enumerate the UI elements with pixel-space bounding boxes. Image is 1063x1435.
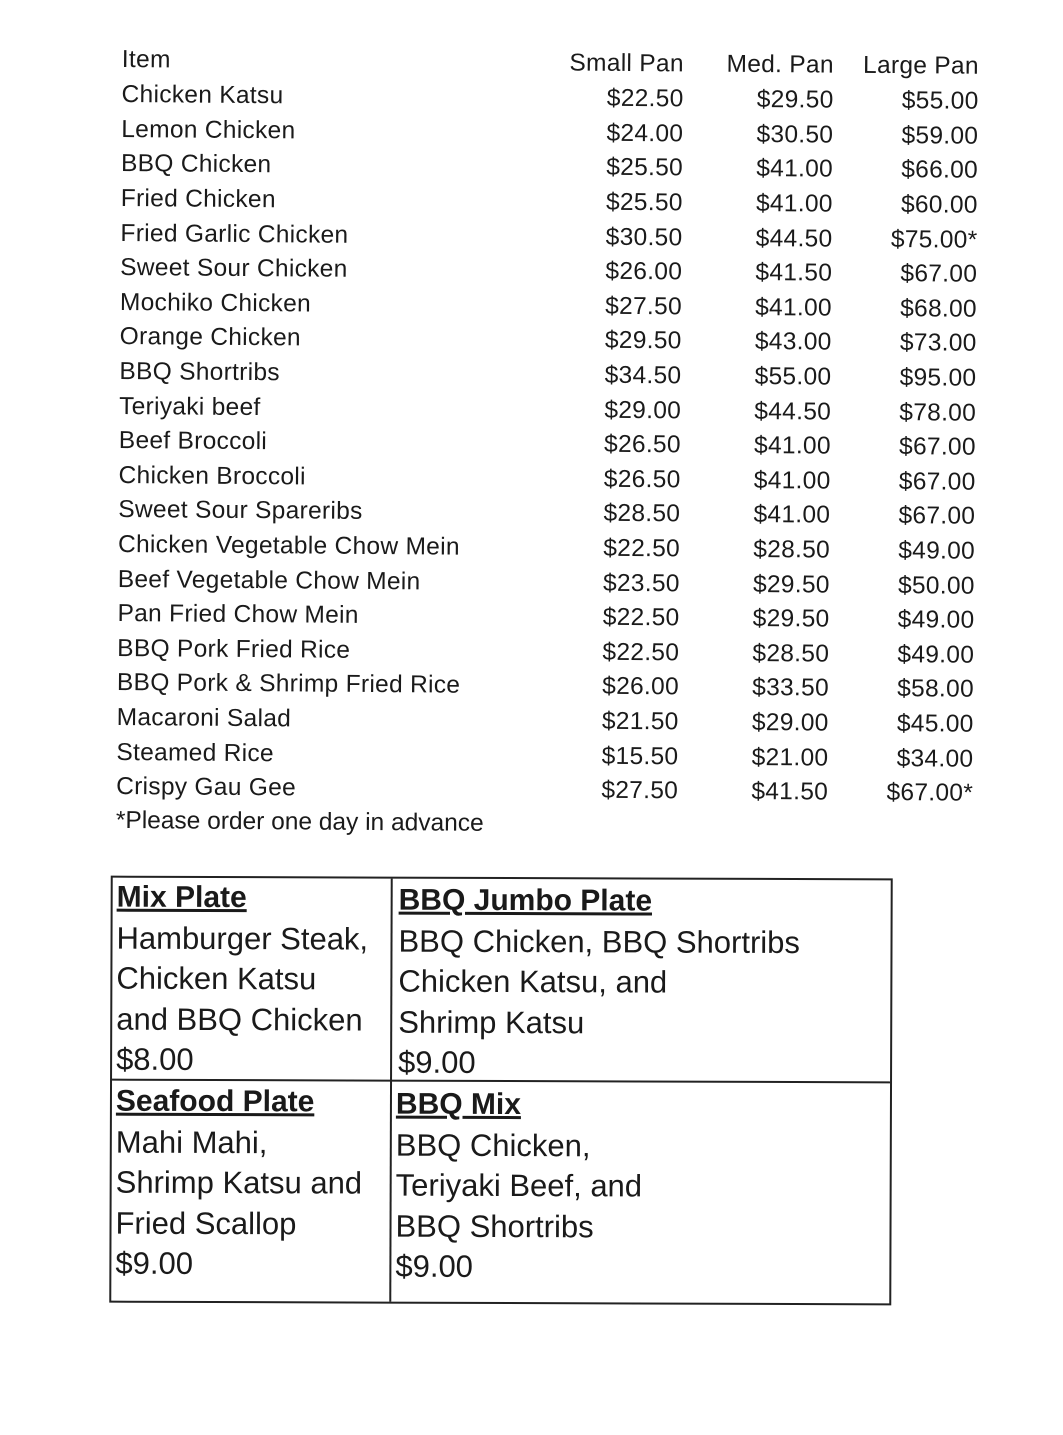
plate-title: Mix Plate [116,880,247,915]
item-name: BBQ Chicken [120,150,272,179]
plate-title: BBQ Jumbo Plate [398,883,653,918]
header-med-pan: Med. Pan [726,50,834,79]
header-item: Item [121,45,171,74]
large-pan-price: $66.00 [901,156,979,185]
item-name: BBQ Pork & Shrimp Fried Rice [116,669,461,700]
item-name: Chicken Vegetable Chow Mein [117,531,460,561]
small-pan-price: $22.50 [602,638,680,667]
plate-price: $9.00 [115,1245,194,1281]
small-pan-price: $28.50 [603,500,681,528]
large-pan-price: $73.00 [899,329,977,358]
small-pan-price: $27.50 [601,776,679,805]
large-pan-price: $78.00 [899,398,977,427]
small-pan-price: $26.00 [605,258,683,286]
item-name: Lemon Chicken [121,115,296,145]
large-pan-price: $67.00* [886,779,974,807]
plate-description-line: Chicken Katsu, and [398,963,668,1000]
med-pan-price: $55.00 [754,363,832,391]
large-pan-price: $55.00 [901,87,979,116]
item-name: Fried Garlic Chicken [120,219,349,249]
plate-description-line: BBQ Chicken, [395,1127,591,1163]
item-name: Beef Broccoli [118,427,268,456]
small-pan-price: $26.50 [603,431,681,459]
med-pan-price: $29.00 [751,708,829,737]
small-pan-price: $26.50 [603,465,681,494]
large-pan-price: $49.00 [898,537,976,565]
med-pan-price: $29.50 [756,86,834,114]
plate-cell [111,1082,366,1285]
large-pan-price: $67.00 [898,467,976,496]
med-pan-price: $41.00 [755,190,833,218]
large-pan-price: $68.00 [900,294,978,323]
small-pan-price: $23.50 [602,569,680,598]
small-pan-price: $22.50 [606,85,684,113]
med-pan-price: $28.50 [753,535,831,564]
small-pan-price: $22.50 [603,534,681,563]
med-pan-price: $28.50 [752,639,830,668]
large-pan-price: $67.00 [898,433,976,461]
item-name: Steamed Rice [116,738,275,767]
item-name: Macaroni Salad [116,703,292,733]
large-pan-price: $59.00 [901,122,979,150]
plate-description-line: Shrimp Katsu [398,1004,585,1040]
large-pan-price: $50.00 [897,571,975,600]
med-pan-price: $41.50 [751,778,829,806]
plate-description-line: Mahi Mahi, [115,1124,268,1160]
header-large-pan: Large Pan [862,51,979,80]
med-pan-price: $44.50 [754,397,832,426]
small-pan-price: $15.50 [601,742,679,770]
large-pan-price: $34.00 [896,744,974,773]
med-pan-price: $41.00 [753,501,831,529]
plate-title: Seafood Plate [115,1084,315,1119]
item-name: Sweet Sour Chicken [120,254,348,284]
med-pan-price: $43.00 [754,328,832,357]
small-pan-price: $26.00 [602,673,680,701]
large-pan-price: $60.00 [900,191,978,219]
small-pan-price: $21.50 [601,707,679,736]
small-pan-price: $27.50 [605,292,683,321]
med-pan-price: $33.50 [752,674,830,702]
item-name: Chicken Katsu [121,81,284,110]
plate-cell [394,881,804,1085]
plate-cell [391,1085,646,1288]
med-pan-price: $41.00 [756,155,834,184]
item-name: Orange Chicken [119,323,302,352]
plate-price: $9.00 [395,1248,474,1284]
item-name: BBQ Pork Fried Rice [117,634,351,664]
advance-order-note: *Please order one day in advance [115,807,484,838]
price-table [116,42,992,845]
plate-description-line: and BBQ Chicken [116,1001,363,1038]
plate-specials-table [109,876,892,1306]
plate-description-line: Hamburger Steak, [116,920,369,957]
item-name: Teriyaki beef [119,392,261,421]
large-pan-price: $67.00 [898,502,976,531]
item-name: Beef Vegetable Chow Mein [117,565,421,595]
plate-description-line: Shrimp Katsu and [115,1164,363,1201]
large-pan-price: $67.00 [900,260,978,288]
plate-description-line: Fried Scallop [115,1205,297,1241]
plate-description-line: BBQ Shortribs [395,1208,594,1244]
large-pan-price: $58.00 [897,675,975,704]
large-pan-price: $95.00 [899,364,977,392]
med-pan-price: $30.50 [756,120,834,149]
plate-price: $9.00 [398,1044,476,1080]
small-pan-price: $24.00 [606,119,684,148]
med-pan-price: $29.50 [752,570,830,599]
plate-description-line: Teriyaki Beef, and [395,1167,643,1204]
item-name: Mochiko Chicken [119,288,312,318]
item-name: Chicken Broccoli [118,461,306,491]
small-pan-price: $22.50 [602,603,680,632]
med-pan-price: $41.50 [755,259,833,287]
large-pan-price: $49.00 [897,606,975,634]
item-name: BBQ Shortribs [119,358,280,387]
item-name: Fried Chicken [120,185,276,214]
plate-title: BBQ Mix [395,1087,522,1122]
plate-cell [112,878,372,1081]
plate-description-line: BBQ Chicken, BBQ Shortribs [398,923,801,960]
small-pan-price: $25.50 [605,188,683,217]
large-pan-price: $75.00* [890,225,978,254]
med-pan-price: $41.00 [753,466,831,495]
small-pan-price: $25.50 [606,154,684,182]
small-pan-price: $29.00 [604,396,682,425]
item-name: Pan Fried Chow Mein [117,600,359,630]
item-name: Crispy Gau Gee [116,773,297,802]
small-pan-price: $29.50 [604,327,682,355]
med-pan-price: $44.50 [755,224,833,253]
large-pan-price: $49.00 [897,640,975,669]
small-pan-price: $34.50 [604,361,682,390]
med-pan-price: $41.00 [753,432,831,460]
med-pan-price: $41.00 [755,293,833,322]
med-pan-price: $21.00 [751,743,829,772]
med-pan-price: $29.50 [752,605,830,633]
plate-description-line: Chicken Katsu [116,960,317,997]
item-name: Sweet Sour Spareribs [118,496,363,526]
large-pan-price: $45.00 [896,710,974,738]
small-pan-price: $30.50 [605,223,683,252]
plate-price: $8.00 [116,1041,194,1077]
header-small-pan: Small Pan [569,49,684,78]
